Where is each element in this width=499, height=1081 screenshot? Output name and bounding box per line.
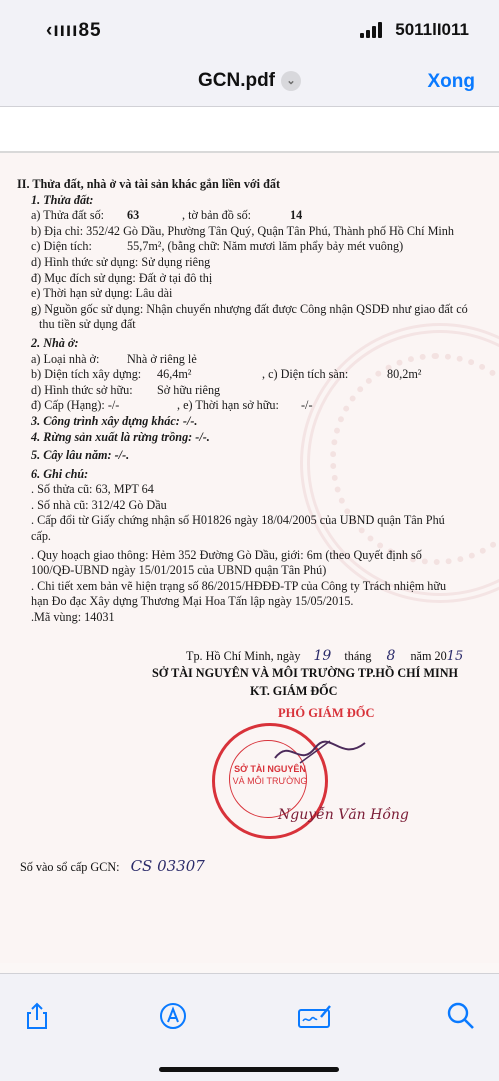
authority-name: SỞ TÀI NGUYÊN VÀ MÔI TRƯỜNG TP.HỒ CHÍ MINH — [152, 666, 458, 680]
month-label: tháng — [344, 649, 372, 663]
house-area-row — [17, 367, 487, 383]
house-ownership-row — [17, 383, 487, 399]
chevron-down-icon[interactable]: ⌄ — [281, 71, 301, 91]
house-build-area-label: b) Diện tích xây dựng: — [31, 367, 142, 382]
note-line: . Cấp đổi từ Giấy chứng nhận số H01826 ngày 18/04/2005 của UBND quận Tân Phú — [31, 513, 445, 528]
navigation-bar — [0, 58, 499, 107]
status-bar — [0, 0, 499, 58]
registry-value: CS 03307 — [130, 857, 205, 875]
bottom-toolbar — [0, 973, 499, 1081]
share-icon[interactable] — [22, 1001, 52, 1031]
house-ownership-label: d) Hình thức sở hữu: — [31, 382, 133, 397]
house-build-area-value: 46,4m² — [157, 367, 192, 382]
note-line: hạn Đo đạc Xây dựng Thương Mại Hoa Tấn lập ngày 15/05/2015. — [31, 594, 354, 609]
pdf-page[interactable] — [0, 151, 499, 963]
signal-icon — [360, 22, 386, 38]
land-origin: g) Nguồn gốc sử dụng: Nhận chuyển nhượng đất được Công nhận QSDĐ như giao đất có — [31, 301, 468, 316]
land-parcel-row — [17, 208, 487, 224]
house-type-label: a) Loại nhà ở: — [31, 351, 100, 366]
day-value: 19 — [313, 648, 332, 664]
perennial: 5. Cây lâu năm: -/-. — [31, 448, 130, 463]
certificate-text — [17, 177, 487, 626]
land-heading: 1. Thửa đất: — [31, 192, 94, 207]
markup-icon[interactable] — [158, 1001, 188, 1031]
land-area-value: 55,7m², (bằng chữ: Năm mươi lăm phẩy bảy mét vuông) — [127, 239, 404, 254]
forest: 4. Rừng sản xuất là rừng trồng: -/-. — [31, 429, 210, 444]
other-works: 3. Công trình xây dựng khác: -/-. — [31, 413, 198, 428]
stamp-text-1: SỞ TÀI NGUYÊN — [234, 764, 306, 774]
note-line: . Số nhà cũ: 312/42 Gò Dầu — [31, 497, 167, 512]
signer-name: Nguyễn Văn Hồng — [278, 807, 409, 823]
registry-label: Số vào sổ cấp GCN: — [20, 860, 120, 874]
notes-heading: 6. Ghi chú: — [31, 466, 89, 481]
place-date-label: Tp. Hồ Chí Minh, ngày — [186, 649, 301, 663]
signature-icon[interactable] — [297, 1001, 333, 1031]
document-title-area[interactable] — [0, 70, 499, 92]
land-parcel-label: a) Thửa đất số: — [31, 208, 105, 223]
note-line: . Chi tiết xem bản vẽ hiện trạng số 86/2015/HĐĐĐ-TP của Công ty Trách nhiệm hữu — [31, 578, 447, 593]
registry-row — [20, 857, 205, 875]
status-time: ‹ıııı85 — [46, 20, 102, 41]
section-title: II. Thửa đất, nhà ở và tài sản khác gắn liền với đất — [17, 177, 281, 191]
house-term-label: , e) Thời hạn sở hữu: — [177, 398, 279, 413]
note-line: 100/QĐ-UBND ngày 15/01/2015 của UBND quận Tân Phú) — [31, 563, 327, 578]
house-term-value: -/- — [301, 398, 313, 413]
deputy-director: PHÓ GIÁM ĐỐC — [278, 706, 375, 720]
land-usage-form: d) Hình thức sử dụng: Sử dụng riêng — [31, 254, 211, 269]
place-date — [186, 648, 463, 664]
land-origin-cont: thu tiền sử dụng đất — [39, 317, 136, 332]
house-ownership-value: Sở hữu riêng — [157, 382, 221, 397]
handwritten-signature — [270, 733, 370, 773]
note-line: . Quy hoạch giao thông: Hẻm 352 Đường Gò Dầu, giới: 6m (theo Quyết định số — [31, 547, 422, 562]
land-parcel-value: 63 — [127, 208, 140, 223]
home-indicator — [159, 1067, 339, 1072]
note-line: .Mã vùng: 14031 — [31, 610, 115, 625]
land-usage-term: e) Thời hạn sử dụng: Lâu dài — [31, 286, 173, 301]
house-type-value: Nhà ở riêng lẻ — [127, 351, 197, 366]
month-value: 8 — [386, 648, 396, 664]
done-button[interactable]: Xong — [427, 71, 475, 92]
house-type-row — [17, 352, 487, 368]
house-floor-area-value: 80,2m² — [387, 367, 422, 382]
document-title[interactable]: GCN.pdf — [197, 70, 276, 91]
house-grade-row — [17, 398, 487, 414]
note-line: cấp. — [31, 529, 51, 544]
note-line: . Số thửa cũ: 63, MPT 64 — [31, 482, 154, 497]
land-map-value: 14 — [290, 208, 303, 223]
land-area-row — [17, 239, 487, 255]
land-map-label: , tờ bản đồ số: — [182, 208, 252, 223]
house-grade-label: đ) Cấp (Hạng): -/- — [31, 398, 120, 413]
pdf-viewer[interactable] — [0, 107, 499, 973]
land-address: b) Địa chỉ: 352/42 Gò Dầu, Phường Tân Quý, Quận Tân Phú, Thành phố Hồ Chí Minh — [31, 223, 454, 238]
kt-director: KT. GIÁM ĐỐC — [250, 684, 338, 698]
status-carrier: 5011lI011 — [395, 20, 469, 39]
year-value: 15 — [446, 649, 464, 664]
year-label: năm 20 — [410, 649, 447, 663]
page-top-margin — [0, 107, 499, 151]
search-icon[interactable] — [446, 1001, 476, 1031]
house-heading: 2. Nhà ở: — [31, 335, 79, 350]
house-floor-area-label: , c) Diện tích sàn: — [262, 367, 349, 382]
stamp-text-2: VÀ MÔI TRƯỜNG — [232, 776, 308, 786]
land-area-label: c) Diện tích: — [31, 239, 92, 254]
land-usage-purpose: đ) Mục đích sử dụng: Đất ở tại đô thị — [31, 270, 213, 285]
